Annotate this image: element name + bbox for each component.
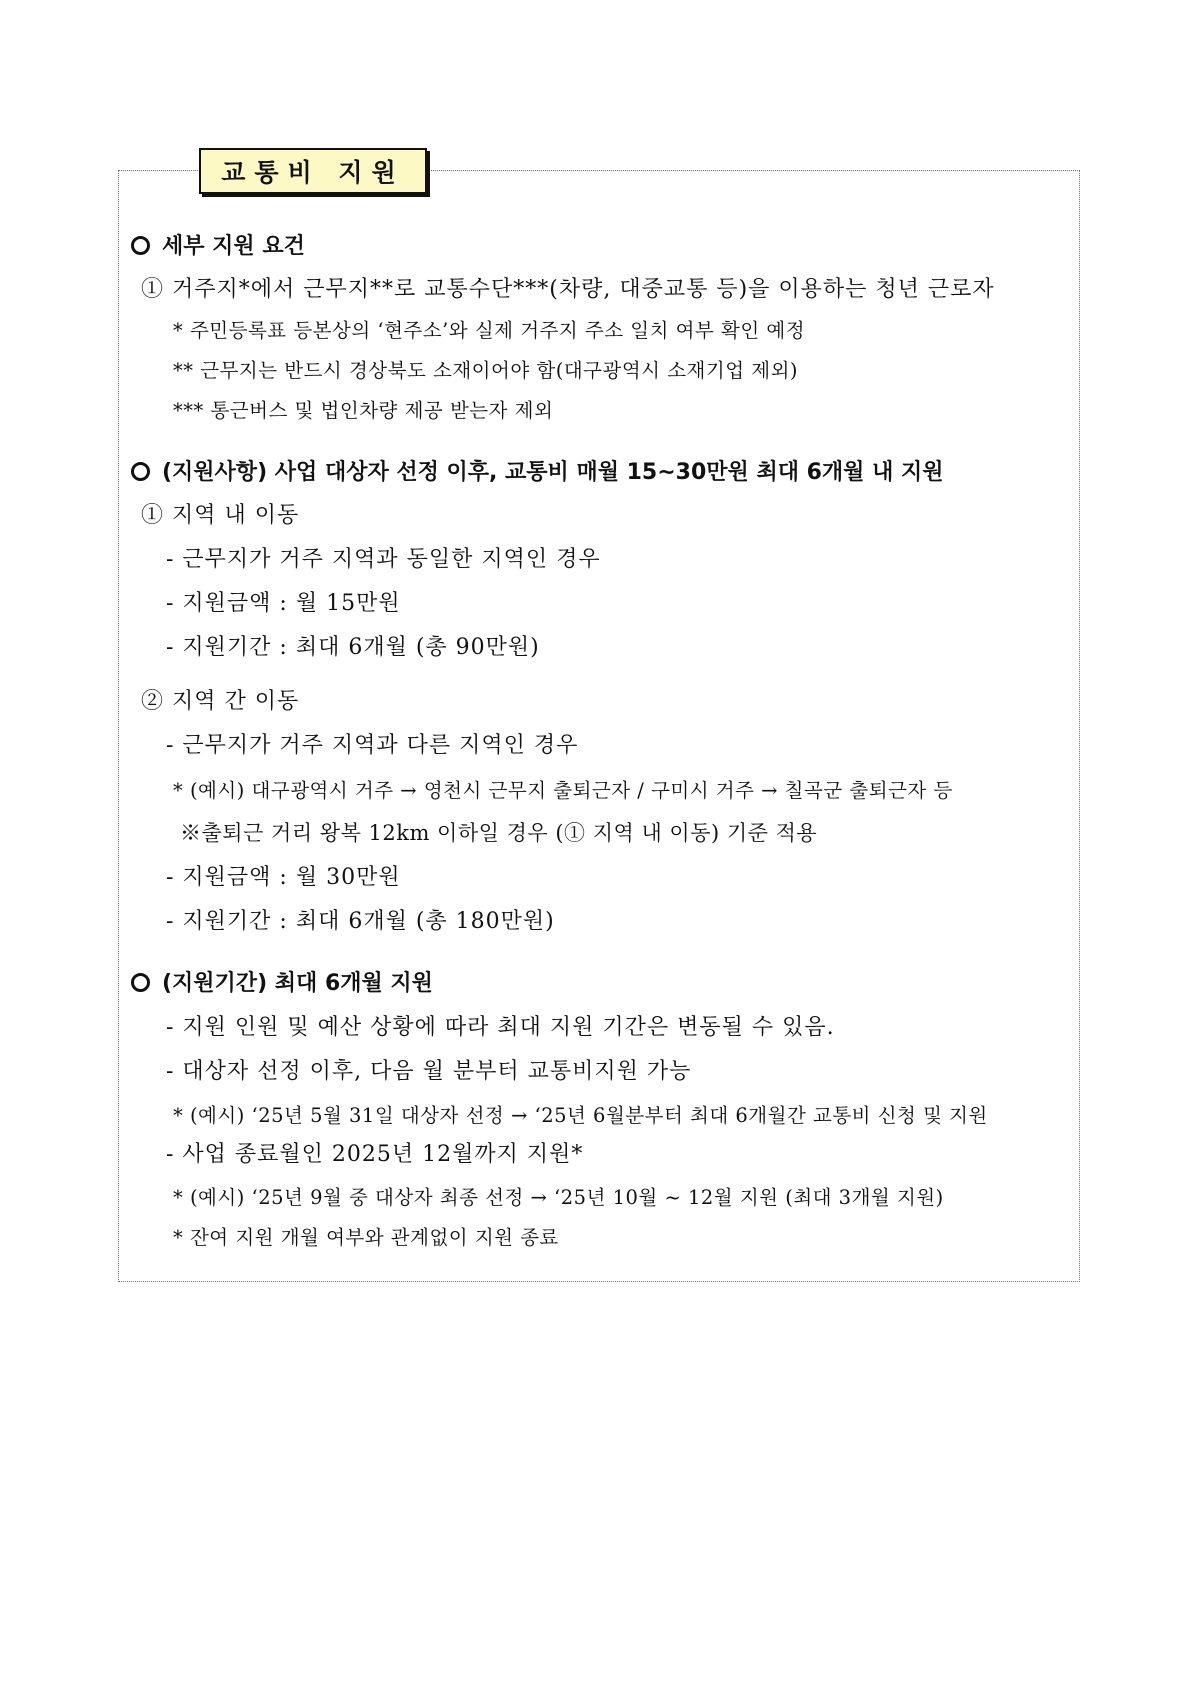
subsection-title: ① 지역 내 이동 [141, 503, 300, 528]
requirement-item: ① 거주지*에서 근무지**로 교통수단***(차량, 대중교통 등)을 이용하는 청년 근로자 [141, 277, 995, 302]
example-note: * (예시) 대구광역시 거주 → 영천시 근무지 출퇴근자 / 구미시 거주 → 칠곡군 출퇴근자 등 [173, 779, 953, 802]
requirement-note: * 주민등록표 등본상의 ‘현주소’와 실제 거주지 주소 일치 여부 확인 예정 [173, 319, 806, 342]
page-title: 교통비 지원 [199, 148, 427, 194]
list-item: - 지원금액 : 월 30만원 [166, 865, 401, 890]
list-item: - 사업 종료월인 2025년 12월까지 지원* [166, 1142, 584, 1167]
list-item: - 지원금액 : 월 15만원 [166, 591, 401, 616]
subsection-title: ② 지역 간 이동 [141, 689, 300, 714]
circle-bullet-icon [131, 973, 150, 992]
section-heading-requirements: 세부 지원 요건 [131, 236, 305, 258]
list-item: - 지원기간 : 최대 6개월 (총 90만원) [166, 635, 540, 660]
list-item: - 지원 인원 및 예산 상황에 따라 최대 지원 기간은 변동될 수 있음. [166, 1015, 835, 1040]
section-heading-support: (지원사항) 사업 대상자 선정 이후, 교통비 매월 15~30만원 최대 6개월 내 지원 [131, 462, 944, 484]
requirement-note: ** 근무지는 반드시 경상북도 소재이어야 함(대구광역시 소재기업 제외) [173, 359, 799, 382]
circle-bullet-icon [131, 462, 150, 481]
example-note: * (예시) ‘25년 9월 중 대상자 최종 선정 → ‘25년 10월 ~ 12월 지원 (최대 3개월 지원) [173, 1186, 944, 1209]
list-item: - 대상자 선정 이후, 다음 월 분부터 교통비지원 가능 [166, 1059, 692, 1084]
list-item: - 근무지가 거주 지역과 다른 지역인 경우 [166, 733, 579, 758]
list-item: - 지원기간 : 최대 6개월 (총 180만원) [166, 909, 555, 934]
example-note: * (예시) ‘25년 5월 31일 대상자 선정 → ‘25년 6월분부터 최대 6개월간 교통비 신청 및 지원 [173, 1104, 988, 1127]
reference-note: ※출퇴근 거리 왕복 12km 이하일 경우 (① 지역 내 이동) 기준 적용 [180, 821, 818, 845]
section-heading-period: (지원기간) 최대 6개월 지원 [131, 973, 433, 995]
circle-bullet-icon [131, 236, 150, 255]
list-item: - 근무지가 거주 지역과 동일한 지역인 경우 [166, 547, 601, 572]
note: * 잔여 지원 개월 여부와 관계없이 지원 종료 [173, 1226, 559, 1249]
requirement-note: *** 통근버스 및 법인차량 제공 받는자 제외 [173, 399, 554, 422]
